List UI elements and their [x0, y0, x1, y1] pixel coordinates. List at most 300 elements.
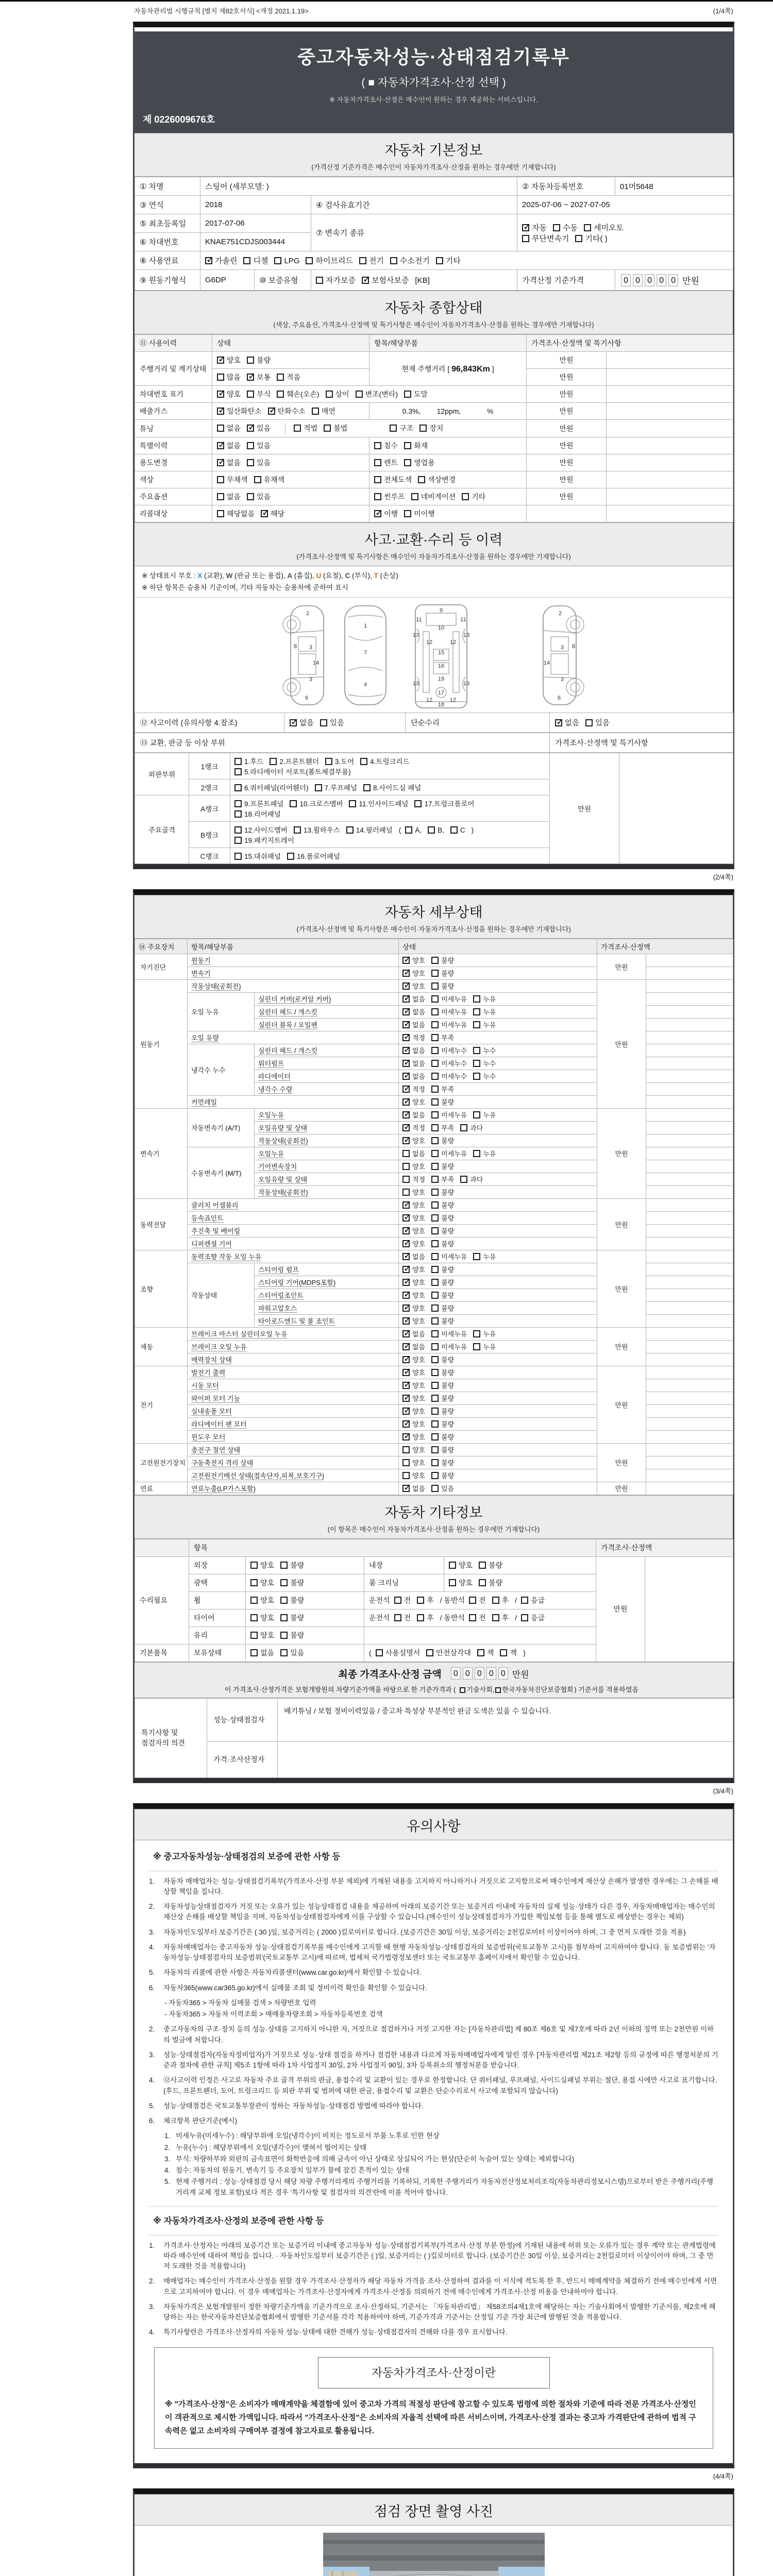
- state-checks: [399, 1353, 597, 1366]
- checkbox-label: 불량: [441, 1433, 455, 1442]
- document-title: 중고자동차성능·상태점검기록부: [297, 46, 570, 67]
- checkbox-label: 전: [479, 1596, 486, 1605]
- unchecked-checkbox-icon: [431, 1382, 439, 1389]
- checkbox-label: 불량: [257, 356, 271, 364]
- rank-items: [230, 779, 550, 795]
- unchecked-checkbox-icon: [449, 1579, 456, 1586]
- checkbox-label: 없음: [412, 1008, 426, 1016]
- static-text: / 동반석: [440, 1614, 465, 1622]
- checkbox-item: [363, 782, 421, 792]
- notice-item-number: 1.: [149, 2241, 155, 2249]
- checkbox-item: [431, 1483, 454, 1493]
- price-note-cell: [607, 471, 733, 488]
- photo-front-view: [323, 2533, 545, 2576]
- notice-item-text: 자동차성능상태점검자가 거짓 또는 오류가 있는 성능상태점검 내용을 제공하여 아래의 보증기간 또는 보증거리 이내에 자동차의 실제 성능·상태가 다른 경우, 자동차매매업자는 매수인의 재산상 손해를 배상할 책임을 지며, 자동차성능상태점검자에게 이를 구상할 수 있습니다.(매수인이 성능상태점검자가 가입한 책임보험 등을 통해 별도로 배상받는 경우는 제외): [163, 1903, 715, 1921]
- panel-group-label: 주요골격: [135, 795, 189, 863]
- state-checks: [399, 1404, 597, 1417]
- mileage-label: 주행거리 및 계기상태: [135, 352, 212, 386]
- checkbox-label: 18.리어패널: [244, 810, 281, 818]
- unchecked-checkbox-icon: [270, 758, 277, 765]
- checked-checkbox-icon: [402, 1433, 410, 1440]
- final-price-digits: [450, 1669, 509, 1678]
- unchecked-checkbox-icon: [431, 1124, 439, 1131]
- diagram-part-number: 3: [560, 676, 564, 683]
- unchecked-checkbox-icon: [402, 1176, 410, 1183]
- unchecked-checkbox-icon: [473, 995, 480, 1003]
- checkbox-item: [325, 756, 354, 766]
- subitem-label: 작동상태(공회전): [255, 1185, 399, 1198]
- checked-checkbox-icon: [555, 719, 562, 726]
- rank-row: [135, 753, 733, 779]
- checkbox-label: 미세누수: [441, 1060, 467, 1068]
- checkbox-item: [469, 1613, 486, 1623]
- unchecked-checkbox-icon: [280, 1632, 288, 1639]
- price-cell: 만원: [550, 753, 619, 863]
- notice-item: [149, 2327, 718, 2337]
- checkbox-label: 자동: [532, 223, 547, 232]
- checkbox-item: [402, 1058, 425, 1068]
- document-sheet: [133, 2, 734, 2576]
- checkbox-label: 없음: [227, 424, 241, 432]
- notice-item-text: 자동차매매업자는 중고자동차 성능·상태점검기록부를 매수인에게 고지할 때 현행 자동차성능·상태점검자의 보증범위(국토교통부 고시)를 첨부하여 고지하여야 합니다. 동 보증범위는 '자동차성능·상태점검자의 보증범위'(국토교통부 고시)에 따르며, 법제처 국가법령정보센터 또는 국토교통부 홈페이지에서 확인할 수 있습니다.: [163, 1943, 716, 1962]
- price-note-cell: [646, 1095, 733, 1108]
- checkbox-item: [431, 1419, 454, 1429]
- checkbox-label: 불량: [441, 1292, 455, 1300]
- checkbox-label: 양호: [412, 1240, 426, 1248]
- checkbox-label: 과다: [470, 1176, 483, 1184]
- reg-no-value: 01머5648: [615, 177, 733, 196]
- unchecked-checkbox-icon: [247, 493, 254, 500]
- checked-checkbox-icon: [362, 277, 369, 284]
- state-checks: [399, 1224, 597, 1237]
- rank-items: [230, 753, 550, 779]
- checkbox-label: 불량: [441, 1214, 455, 1223]
- unchecked-checkbox-icon: [431, 1086, 439, 1093]
- checkbox-label: 없음: [299, 719, 314, 727]
- checkbox-item: [234, 756, 263, 766]
- checkbox-item: [402, 1303, 425, 1313]
- checked-checkbox-icon: [205, 257, 212, 264]
- checkbox-item: [374, 440, 398, 451]
- subitem-label: 스티어링조인트: [255, 1289, 399, 1301]
- unchecked-checkbox-icon: [363, 784, 371, 791]
- price-note-cell: [646, 1276, 733, 1289]
- price-note-cell: [646, 1301, 733, 1314]
- diagram-part-number: 2: [558, 610, 562, 617]
- checkbox-label: 양호: [412, 1098, 426, 1107]
- price-cell: 만원: [597, 979, 646, 1108]
- notice-item-text: 자동차365(www.car365.go.kr)에서 실매물 조회 및 정비이력 확인을 확인할 수 있습니다.: [163, 1984, 427, 1992]
- item-label: 냉각수 누수: [188, 1044, 255, 1095]
- checkbox-item: [431, 1097, 454, 1107]
- unchecked-checkbox-icon: [359, 257, 366, 264]
- document-note: ※ 자동차가격조사·산정은 매수인이 원하는 경우 제공하는 서비스입니다.: [329, 96, 538, 104]
- checkbox-item: [473, 1020, 496, 1029]
- unchecked-checkbox-icon: [553, 224, 560, 231]
- checkbox-label: A,: [415, 826, 422, 834]
- unchecked-checkbox-icon: [584, 224, 591, 231]
- checkbox-item: [402, 1020, 425, 1029]
- checked-checkbox-icon: [402, 1060, 410, 1067]
- checkbox-item: [431, 1277, 454, 1287]
- diagram-part-number: 6: [305, 694, 309, 701]
- checked-checkbox-icon: [402, 982, 410, 990]
- price-cell: 만원: [597, 1443, 646, 1482]
- checkbox-item: [431, 1084, 454, 1094]
- unchecked-checkbox-icon: [315, 784, 322, 791]
- price-note-cell: [646, 1469, 733, 1482]
- static-text: /: [515, 1596, 517, 1605]
- notice-item-number: 1.: [149, 1877, 155, 1885]
- checkbox-item: [431, 955, 454, 965]
- checkbox-item: [431, 1367, 454, 1377]
- section-basic-info: [135, 133, 733, 177]
- unchecked-checkbox-icon: [431, 1163, 439, 1170]
- checkbox-item: [287, 851, 340, 861]
- unchecked-checkbox-icon: [217, 374, 224, 381]
- checkbox-label: 잭: [486, 1649, 494, 1657]
- unchecked-checkbox-icon: [274, 257, 281, 264]
- checkbox-label: 양호: [412, 1472, 426, 1480]
- state-checks: [399, 1469, 597, 1482]
- price-cell: 만원: [527, 471, 607, 488]
- item-label: 디퍼렌셜 기어: [188, 1237, 399, 1250]
- checkbox-item: [492, 1595, 509, 1605]
- checked-checkbox-icon: [402, 995, 410, 1003]
- price-note-cell: [646, 1211, 733, 1224]
- diagram-part-number: 8: [572, 643, 576, 650]
- notice-subitem: [164, 2154, 718, 2164]
- checkbox-label: 없음: [260, 1649, 275, 1657]
- price-cell: 만원: [597, 1250, 646, 1327]
- price-note-cell: [646, 1263, 733, 1276]
- diagram-part-number: 10: [438, 624, 445, 631]
- static-text: 운전석: [369, 1614, 390, 1622]
- checkbox-item: [250, 1630, 274, 1640]
- unchecked-checkbox-icon: [431, 1459, 439, 1466]
- checkbox-item: [250, 1560, 274, 1570]
- checkbox-item: [346, 824, 393, 835]
- checked-checkbox-icon: [268, 408, 275, 415]
- price-note-cell: [646, 1173, 733, 1185]
- checkbox-label: 7.루프패널: [324, 784, 358, 792]
- notice-item: [149, 2241, 718, 2272]
- page-number-2: (2/4쪽): [713, 873, 733, 881]
- unchecked-checkbox-icon: [431, 1098, 439, 1106]
- checkbox-item: [411, 492, 456, 502]
- price-note-cell: [646, 1250, 733, 1263]
- item-label: 보유상태: [189, 1644, 246, 1662]
- notice-item: [149, 2116, 718, 2126]
- checkbox-item: [473, 1329, 496, 1338]
- checked-checkbox-icon: [217, 391, 224, 398]
- rank-label: A랭크: [189, 795, 230, 821]
- unchecked-checkbox-icon: [431, 1343, 439, 1350]
- checkbox-label: 양호: [412, 1459, 426, 1467]
- notice-item: [149, 2050, 718, 2071]
- checkbox-item: [431, 1123, 454, 1132]
- notice-item-text: ⑫사고이력 인정은 사고로 자동차 주요 골격 부위의 판금, 용접수리 및 교환이 있는 경우로 한정합니다. 단 쿼터패널, 루프패널, 사이드실패널 부위는 절단, 용접 시에만 사고로 표기합니다. (후드, 프론트펜더, 도어, 트렁크리드 등 외판 부위 및 범퍼에 대한 판금, 용접수리 및 교환은 단순수리로서 사고에 포함되지 않습니다): [163, 2076, 717, 2095]
- checkbox-label: 없음: [227, 493, 241, 501]
- status-code-legend: [197, 572, 398, 580]
- checkbox-item: [234, 808, 281, 819]
- checkbox-label: 불량: [441, 1240, 455, 1248]
- unchecked-checkbox-icon: [417, 1614, 424, 1621]
- inspection-photo-front: [135, 2526, 733, 2576]
- mileage-suffix: ]: [490, 364, 494, 373]
- unchecked-checkbox-icon: [247, 357, 254, 364]
- checkbox-label: 훼손(오손): [287, 390, 320, 398]
- checkbox-item: [473, 1007, 496, 1016]
- static-text: / 동반석: [440, 1596, 465, 1605]
- etc-info-table: [135, 1539, 733, 1662]
- checkbox-label: 양호: [412, 1395, 426, 1403]
- checkbox-item: [254, 474, 285, 485]
- item-label: 원동기: [188, 954, 399, 967]
- device-label: 연료: [135, 1482, 188, 1495]
- device-label: 자기진단: [135, 954, 188, 979]
- checkbox-item: [431, 1148, 467, 1158]
- diagram-part-number: 3: [309, 644, 313, 651]
- unchecked-checkbox-icon: [492, 1597, 499, 1604]
- checked-checkbox-icon: [217, 459, 224, 466]
- checkbox-item: [449, 1578, 473, 1588]
- state-checks: [399, 1379, 597, 1392]
- checkbox-label: 미이행: [414, 510, 435, 518]
- section-subtitle: (가격산정 기준가격은 매수인이 자동차가격조사·산정을 원하는 경우에만 기재합니다): [311, 163, 556, 171]
- checkbox-item: [431, 1264, 454, 1274]
- checkbox-item: [522, 233, 569, 244]
- unchecked-checkbox-icon: [431, 1047, 439, 1054]
- checkbox-label: 미세누수: [441, 1047, 467, 1055]
- unchecked-checkbox-icon: [404, 391, 411, 398]
- special-history-part: [369, 437, 527, 454]
- emission-values: 0.3%, 12ppm, %: [369, 403, 527, 420]
- diagram-part-number: 18: [438, 701, 445, 708]
- fuel-label: ⑧ 사용연료: [135, 251, 200, 270]
- checkbox-label: 누유: [483, 1330, 496, 1338]
- detail-row: [135, 1327, 733, 1340]
- state-checks: [399, 1173, 597, 1185]
- detail-state-table: [135, 939, 733, 1495]
- vin-mark-checks: [212, 386, 527, 403]
- checked-checkbox-icon: [402, 1253, 410, 1260]
- checkbox-item: [473, 1342, 496, 1351]
- static-text: ): [471, 826, 474, 834]
- static-text: ) 기준서를 적용하였음: [574, 1685, 638, 1693]
- checkbox-item: [450, 826, 465, 834]
- checkbox-label: C: [460, 826, 465, 834]
- unchecked-checkbox-icon: [280, 1614, 288, 1621]
- color-checks: [212, 471, 369, 488]
- part-head: 항목/해당부품: [369, 335, 527, 352]
- item-label: 타이어: [189, 1609, 246, 1626]
- unchecked-checkbox-icon: [431, 982, 439, 990]
- checkbox-item: [402, 1032, 425, 1042]
- checkbox-item: [402, 1380, 425, 1390]
- checkbox-label: 불량: [290, 1614, 305, 1622]
- price-digit: 0: [657, 274, 666, 286]
- checkbox-label: 미세누유: [441, 1111, 467, 1120]
- checkbox-item: [261, 509, 284, 519]
- subitem-label: 파워고압호스: [255, 1301, 399, 1314]
- checkbox-item: [436, 255, 461, 266]
- unchecked-checkbox-icon: [312, 408, 319, 415]
- unchecked-checkbox-icon: [250, 1649, 258, 1656]
- checked-checkbox-icon: [402, 1098, 410, 1106]
- notice-subitem-text: 현재 주행거리 : 성능·상태점검 당시 해당 차량 주행거리계의 주행거리를 기록하되, 기록한 주행거리가 자동차전산정보처리조직(자동차관리정보시스템)으로부터 받은 주행거리(주행거리계 교체 정보 포함)보다 적은 경우 '특기사항 및 점검자의 의견'란에 이를 적어야 합니다.: [176, 2178, 714, 2196]
- price-note-cell: [646, 1108, 733, 1121]
- state-checks: [399, 1456, 597, 1469]
- static-text: [KB]: [415, 276, 430, 285]
- unchecked-checkbox-icon: [431, 1266, 439, 1273]
- part-head: 항목/해당부품: [188, 939, 399, 954]
- unchecked-checkbox-icon: [431, 1420, 439, 1428]
- unchecked-checkbox-icon: [473, 1330, 480, 1337]
- checkbox-label: 누유: [483, 1253, 496, 1261]
- price-note-cell: [607, 488, 733, 505]
- state-checks: [399, 1095, 597, 1108]
- checkbox-item: [404, 509, 435, 519]
- checkbox-label: 양호: [459, 1579, 473, 1587]
- exchange-label: ⑬ 교환, 판금 등 이상 부위: [135, 733, 550, 752]
- notice-item: [149, 1902, 718, 1923]
- section-notice: [135, 1809, 733, 1840]
- unchecked-checkbox-icon: [376, 1649, 383, 1656]
- checkbox-item: [312, 406, 335, 416]
- price-note-cell: [646, 1057, 733, 1070]
- checkbox-item: [356, 389, 398, 399]
- checkbox-item: [402, 1097, 425, 1107]
- checkbox-item: [250, 1578, 274, 1588]
- item-label: 브레이크 오일 누유: [188, 1340, 399, 1353]
- rank-label: 2랭크: [189, 779, 230, 795]
- unchecked-checkbox-icon: [217, 510, 224, 517]
- section-title: 자동차 세부상태: [384, 904, 483, 920]
- checkbox-item: [217, 372, 241, 382]
- checkbox-item: [426, 1648, 471, 1658]
- checkbox-item: [460, 1684, 494, 1694]
- checkbox-item: [473, 994, 496, 1004]
- unchecked-checkbox-icon: [277, 374, 284, 381]
- unchecked-checkbox-icon: [374, 442, 381, 449]
- unchecked-checkbox-icon: [417, 1597, 424, 1604]
- checkbox-label: 양호: [412, 1304, 426, 1313]
- checked-checkbox-icon: [402, 1330, 410, 1337]
- checked-checkbox-icon: [374, 510, 381, 517]
- checkbox-label: 전: [404, 1614, 411, 1622]
- unchecked-checkbox-icon: [431, 1408, 439, 1415]
- unchecked-checkbox-icon: [473, 1343, 480, 1350]
- checkbox-item: [326, 389, 349, 399]
- recall-label: 리콜대상: [135, 505, 212, 522]
- checkbox-item: [217, 457, 241, 468]
- checked-checkbox-icon: [402, 1137, 410, 1144]
- price-note-cell: [646, 979, 733, 992]
- unchecked-checkbox-icon: [431, 1021, 439, 1028]
- notice-item-number: 4.: [149, 2328, 155, 2336]
- state-checks: [399, 1057, 597, 1070]
- unchecked-checkbox-icon: [234, 810, 242, 818]
- subitem-label: 타이로드엔드 및 볼 조인트: [255, 1314, 399, 1327]
- checkbox-label: LPG: [284, 257, 300, 265]
- warranty-checks: [311, 270, 517, 291]
- unchecked-checkbox-icon: [431, 957, 439, 964]
- checkbox-item: [402, 1161, 425, 1171]
- checkbox-item: [473, 1251, 496, 1261]
- notice-item-number: 4.: [149, 2076, 155, 2084]
- unchecked-checkbox-icon: [346, 826, 354, 834]
- checkbox-label: 불량: [441, 1472, 455, 1480]
- subitem-label: 기어변속장치: [255, 1160, 399, 1173]
- checkbox-item: [217, 355, 241, 365]
- state-checks: [399, 1443, 597, 1456]
- checkbox-item: [555, 717, 579, 728]
- panel-rank-table: [135, 753, 733, 864]
- table-row: [135, 214, 733, 233]
- detail-row: [135, 1250, 733, 1263]
- price-note-cell: [646, 1005, 733, 1018]
- static-text: 운전석: [369, 1596, 390, 1605]
- checkbox-label: 불량: [441, 957, 455, 965]
- device-label: 전기: [135, 1366, 188, 1443]
- usage-change-label: 용도변경: [135, 454, 212, 471]
- unchecked-checkbox-icon: [431, 1356, 439, 1363]
- unchecked-checkbox-icon: [460, 1176, 467, 1183]
- item-label: 발전기 출력: [188, 1366, 399, 1379]
- diagram-part-number: 13: [412, 632, 419, 638]
- checkbox-label: 양호: [412, 1266, 426, 1274]
- checkbox-label: 누유: [483, 995, 496, 1004]
- notice-subitem-number: 3.: [164, 2155, 171, 2163]
- checkbox-item: [418, 474, 456, 485]
- checkbox-label: 불량: [441, 1189, 455, 1197]
- unchecked-checkbox-icon: [247, 391, 254, 398]
- checkbox-item: [280, 1630, 304, 1640]
- section-title: 자동차 종합상태: [384, 300, 483, 316]
- unchecked-checkbox-icon: [426, 1649, 433, 1656]
- state-checks: [399, 1134, 597, 1147]
- state-checks: [399, 1250, 597, 1263]
- state-checks: [399, 1417, 597, 1430]
- unchecked-checkbox-icon: [431, 1330, 439, 1337]
- checkbox-item: [404, 457, 435, 468]
- notice-item-text: 특기사항란은 가격조사·산정자의 자동차 성능·상태에 대한 견해가 성능·상태점검자의 견해와 다를 경우 표시합니다.: [163, 2328, 508, 2336]
- checkbox-label: 네비게이션: [421, 493, 456, 501]
- checked-checkbox-icon: [402, 1047, 410, 1054]
- item-label: 룸 크리닝: [364, 1574, 444, 1591]
- checkbox-label: 없음: [412, 1150, 426, 1158]
- device-label: 고전원전기장치: [135, 1443, 188, 1482]
- unchecked-checkbox-icon: [394, 1597, 401, 1604]
- checkbox-item: [522, 222, 547, 233]
- price-note-cell: [646, 1031, 733, 1044]
- checkbox-item: [431, 1393, 454, 1403]
- unchecked-checkbox-icon: [431, 1240, 439, 1247]
- table-row: [135, 196, 733, 214]
- diagram-part-number: 13: [412, 680, 419, 687]
- unchecked-checkbox-icon: [404, 442, 411, 449]
- price-note-cell: [646, 954, 733, 967]
- checkbox-item: [402, 1458, 425, 1467]
- price-note-cell: [646, 1430, 733, 1443]
- checked-checkbox-icon: [217, 408, 224, 415]
- checkbox-item: [431, 1251, 467, 1261]
- unchecked-checkbox-icon: [402, 1459, 410, 1466]
- use-history-head: ⑪ 사용이력: [135, 335, 212, 352]
- device-label: 동력전달: [135, 1198, 188, 1250]
- checkbox-label: 불량: [441, 1369, 455, 1377]
